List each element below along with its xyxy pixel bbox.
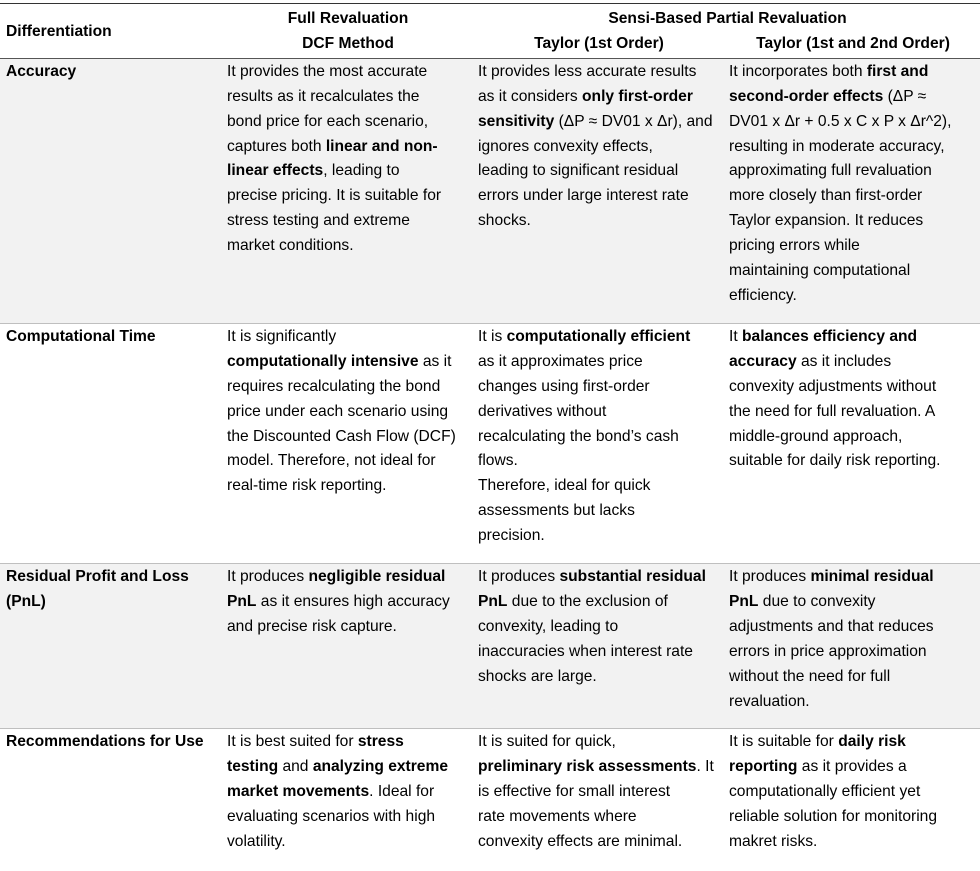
- text-line: [729, 590, 977, 615]
- bold-text: analyzing extreme: [312, 758, 449, 776]
- cell-taylor-second-order: [723, 323, 980, 563]
- bold-text: sensitivity: [478, 112, 555, 130]
- cell-taylor-first-order: [472, 729, 723, 869]
- text-run: . It: [696, 758, 714, 776]
- text-line: [227, 805, 469, 830]
- text-line: [729, 85, 977, 110]
- text-run: reliable solution for monitoring: [729, 808, 938, 826]
- text-run: convexity adjustments without: [729, 377, 937, 395]
- row-computational-time: [0, 323, 980, 563]
- text-line: [729, 259, 977, 284]
- bold-text: PnL: [729, 592, 759, 610]
- text-run: leading to significant residual: [478, 162, 679, 180]
- text-run: Computational Time: [6, 327, 156, 345]
- text-run: It: [729, 327, 742, 345]
- text-line: [227, 830, 469, 855]
- text-run: more closely than first-order: [729, 187, 923, 205]
- text-run: without the need for full: [729, 667, 891, 685]
- text-run: pricing errors while: [729, 237, 860, 255]
- text-run: middle-ground approach,: [729, 427, 903, 445]
- bold-text: linear effects: [227, 162, 324, 180]
- text-run: as it approximates price: [478, 352, 643, 370]
- cell-taylor-first-order: [472, 58, 723, 323]
- text-line: [729, 640, 977, 665]
- text-run: It provides less accurate results: [478, 62, 697, 80]
- text-run: model. Therefore, not ideal for: [227, 452, 436, 470]
- cell-full-revaluation: [221, 323, 472, 563]
- text-line: [478, 499, 720, 524]
- bold-text: first and: [866, 62, 929, 80]
- text-line: [478, 60, 720, 85]
- text-run: It provides the most accurate: [227, 62, 428, 80]
- text-run: (ΔP ≈: [883, 87, 927, 105]
- text-line: [227, 85, 469, 110]
- text-line: [478, 805, 720, 830]
- text-run: inaccuracies when interest rate: [478, 642, 693, 660]
- text-run: adjustments and that reduces: [729, 617, 934, 635]
- text-line: [227, 110, 469, 135]
- text-line: [227, 234, 469, 259]
- text-run: It is suitable for: [729, 733, 839, 751]
- cell-taylor-first-order: [472, 564, 723, 729]
- text-run: the need for full revaluation. A: [729, 402, 936, 420]
- text-run: DV01 x Δr + 0.5 x C x P x Δr^2),: [729, 112, 952, 130]
- text-line: [227, 449, 469, 474]
- text-line: [478, 449, 720, 474]
- text-line: [729, 110, 977, 135]
- bold-text: minimal residual: [810, 568, 934, 586]
- text-run: Residual Profit and Loss: [6, 568, 189, 586]
- text-run: maintaining computational: [729, 262, 911, 280]
- text-run: the Discounted Cash Flow (DCF): [227, 427, 456, 445]
- text-line: [227, 375, 469, 400]
- bold-text: computationally efficient: [506, 327, 691, 345]
- text-line: [478, 615, 720, 640]
- text-run: precise pricing. It is suitable for: [227, 187, 442, 205]
- text-line: [729, 780, 977, 805]
- text-run: precision.: [478, 527, 545, 545]
- text-line: [729, 209, 977, 234]
- text-line: [227, 615, 469, 640]
- row-residual-pnl: [0, 564, 980, 729]
- text-line: [227, 565, 469, 590]
- text-run: assessments but lacks: [478, 502, 635, 520]
- text-line: [729, 755, 977, 780]
- text-line: [478, 755, 720, 780]
- text-run: stress testing and extreme: [227, 212, 410, 230]
- text-line: [478, 325, 720, 350]
- bold-text: substantial residual: [559, 568, 706, 586]
- text-run: as it provides a: [797, 758, 907, 776]
- text-line: [729, 184, 977, 209]
- text-line: [227, 60, 469, 85]
- text-line: [227, 184, 469, 209]
- text-run: as it: [418, 352, 452, 370]
- text-line: [227, 730, 469, 755]
- row-recommendations: [0, 729, 980, 869]
- text-run: recalculating the bond’s cash: [478, 427, 679, 445]
- bold-text: second-order effects: [729, 87, 884, 105]
- bold-text: market movements: [227, 783, 370, 801]
- bold-text: reporting: [729, 758, 798, 776]
- header-full-revaluation: Full Revaluation: [287, 10, 409, 27]
- text-line: [478, 400, 720, 425]
- text-line: [729, 565, 977, 590]
- text-run: due to the exclusion of: [507, 592, 668, 610]
- text-line: [227, 425, 469, 450]
- text-run: derivatives without: [478, 402, 607, 420]
- text-run: Taylor expansion. It reduces: [729, 212, 924, 230]
- text-run: makret risks.: [729, 833, 818, 851]
- text-line: [478, 209, 720, 234]
- text-line: [478, 665, 720, 690]
- row-label: [0, 564, 221, 729]
- bold-text: PnL: [227, 592, 257, 610]
- text-run: and precise risk capture.: [227, 617, 397, 635]
- cell-full-revaluation: [221, 58, 472, 323]
- text-run: It incorporates both: [729, 62, 867, 80]
- text-line: [478, 110, 720, 135]
- text-run: (PnL): [6, 592, 46, 610]
- text-line: [478, 184, 720, 209]
- comparison-table: [0, 3, 980, 869]
- text-run: as it considers: [478, 87, 583, 105]
- text-line: [729, 730, 977, 755]
- text-line: [729, 665, 977, 690]
- cell-taylor-second-order: [723, 564, 980, 729]
- text-run: Therefore, ideal for quick: [478, 477, 651, 495]
- text-run: errors in price approximation: [729, 642, 927, 660]
- text-run: results as it recalculates the: [227, 87, 420, 105]
- text-run: efficiency.: [729, 286, 797, 304]
- text-run: convexity, leading to: [478, 617, 619, 635]
- text-run: shocks.: [478, 212, 531, 230]
- text-line: [478, 730, 720, 755]
- text-run: changes using first-order: [478, 377, 650, 395]
- text-line: [227, 780, 469, 805]
- bold-text: testing: [227, 758, 279, 776]
- text-line: [478, 590, 720, 615]
- bold-text: linear and non-: [325, 137, 438, 155]
- text-line: [729, 805, 977, 830]
- bold-text: balances efficiency and: [742, 327, 918, 345]
- text-run: revaluation.: [729, 692, 810, 710]
- text-run: shocks are large.: [478, 667, 597, 685]
- bold-text: only first-order: [582, 87, 693, 105]
- text-line: [729, 284, 977, 309]
- text-line: [478, 135, 720, 160]
- text-run: and: [278, 758, 313, 776]
- cell-full-revaluation: [221, 564, 472, 729]
- text-run: real-time risk reporting.: [227, 477, 387, 495]
- text-run: It is: [478, 327, 507, 345]
- text-run: convexity effects are minimal.: [478, 833, 683, 851]
- text-run: computationally efficient yet: [729, 783, 921, 801]
- text-line: [6, 325, 218, 350]
- row-accuracy: [0, 58, 980, 323]
- header-dcf-method: DCF Method: [302, 34, 394, 52]
- text-run: errors under large interest rate: [478, 187, 689, 205]
- text-line: [227, 755, 469, 780]
- text-line: [478, 780, 720, 805]
- text-line: [729, 159, 977, 184]
- header-taylor-first-order: Taylor (1st Order): [534, 34, 664, 52]
- header-differentiation: Differentiation: [6, 22, 112, 40]
- text-line: [729, 60, 977, 85]
- text-line: [478, 85, 720, 110]
- text-line: [6, 730, 218, 755]
- text-run: It is significantly: [227, 327, 337, 345]
- text-line: [227, 325, 469, 350]
- text-line: [729, 350, 977, 375]
- row-label: [0, 323, 221, 563]
- text-line: [478, 350, 720, 375]
- table-header: [0, 4, 980, 59]
- text-run: volatility.: [227, 833, 286, 851]
- text-run: due to convexity: [758, 592, 876, 610]
- text-line: [729, 135, 977, 160]
- text-line: [478, 830, 720, 855]
- text-run: , leading to: [323, 162, 400, 180]
- text-run: as it includes: [796, 352, 892, 370]
- text-run: It produces: [227, 568, 309, 586]
- bold-text: preliminary risk assessments: [478, 758, 697, 776]
- text-run: suitable for daily risk reporting.: [729, 452, 941, 470]
- text-run: ignores convexity effects,: [478, 137, 653, 155]
- text-run: flows.: [478, 452, 518, 470]
- text-line: [227, 350, 469, 375]
- cell-taylor-first-order: [472, 323, 723, 563]
- text-line: [478, 474, 720, 499]
- text-run: It is best suited for: [227, 733, 358, 751]
- header-taylor-first-second-order: Taylor (1st and 2nd Order): [756, 34, 950, 52]
- text-run: market conditions.: [227, 237, 354, 255]
- header-sensi-based: Sensi-Based Partial Revaluation: [608, 10, 847, 27]
- text-run: is effective for small interest: [478, 783, 671, 801]
- text-line: [6, 590, 218, 615]
- text-run: It produces: [729, 568, 811, 586]
- bold-text: accuracy: [729, 352, 797, 370]
- text-run: resulting in moderate accuracy,: [729, 137, 945, 155]
- text-run: . Ideal for: [369, 783, 435, 801]
- text-line: [729, 690, 977, 715]
- text-line: [729, 615, 977, 640]
- cell-full-revaluation: [221, 729, 472, 869]
- text-line: [478, 565, 720, 590]
- text-line: [729, 234, 977, 259]
- text-run: as it ensures high accuracy: [256, 592, 450, 610]
- text-line: [478, 159, 720, 184]
- text-run: It is suited for quick,: [478, 733, 616, 751]
- text-run: Accuracy: [6, 62, 77, 80]
- text-line: [478, 524, 720, 549]
- text-line: [729, 425, 977, 450]
- bold-text: stress: [357, 733, 404, 751]
- text-line: [729, 400, 977, 425]
- text-line: [227, 135, 469, 160]
- text-run: bond price for each scenario,: [227, 112, 429, 130]
- text-run: price under each scenario using: [227, 402, 449, 420]
- cell-taylor-second-order: [723, 58, 980, 323]
- text-run: Recommendations for Use: [6, 733, 204, 751]
- text-line: [6, 565, 218, 590]
- bold-text: daily risk: [838, 733, 906, 751]
- text-line: [729, 375, 977, 400]
- text-line: [227, 474, 469, 499]
- text-run: captures both: [227, 137, 326, 155]
- text-run: It produces: [478, 568, 560, 586]
- text-run: rate movements where: [478, 808, 637, 826]
- text-line: [478, 640, 720, 665]
- text-run: (ΔP ≈ DV01 x Δr), and: [554, 112, 713, 130]
- row-label: [0, 729, 221, 869]
- text-line: [729, 830, 977, 855]
- text-line: [227, 159, 469, 184]
- text-line: [478, 375, 720, 400]
- text-line: [227, 590, 469, 615]
- cell-taylor-second-order: [723, 729, 980, 869]
- bold-text: negligible residual: [308, 568, 446, 586]
- text-line: [227, 400, 469, 425]
- text-line: [478, 425, 720, 450]
- bold-text: PnL: [478, 592, 508, 610]
- bold-text: computationally intensive: [227, 352, 419, 370]
- text-run: requires recalculating the bond: [227, 377, 441, 395]
- text-run: evaluating scenarios with high: [227, 808, 436, 826]
- text-line: [729, 449, 977, 474]
- text-run: approximating full revaluation: [729, 162, 932, 180]
- text-line: [6, 60, 218, 85]
- text-line: [729, 325, 977, 350]
- text-line: [227, 209, 469, 234]
- row-label: [0, 58, 221, 323]
